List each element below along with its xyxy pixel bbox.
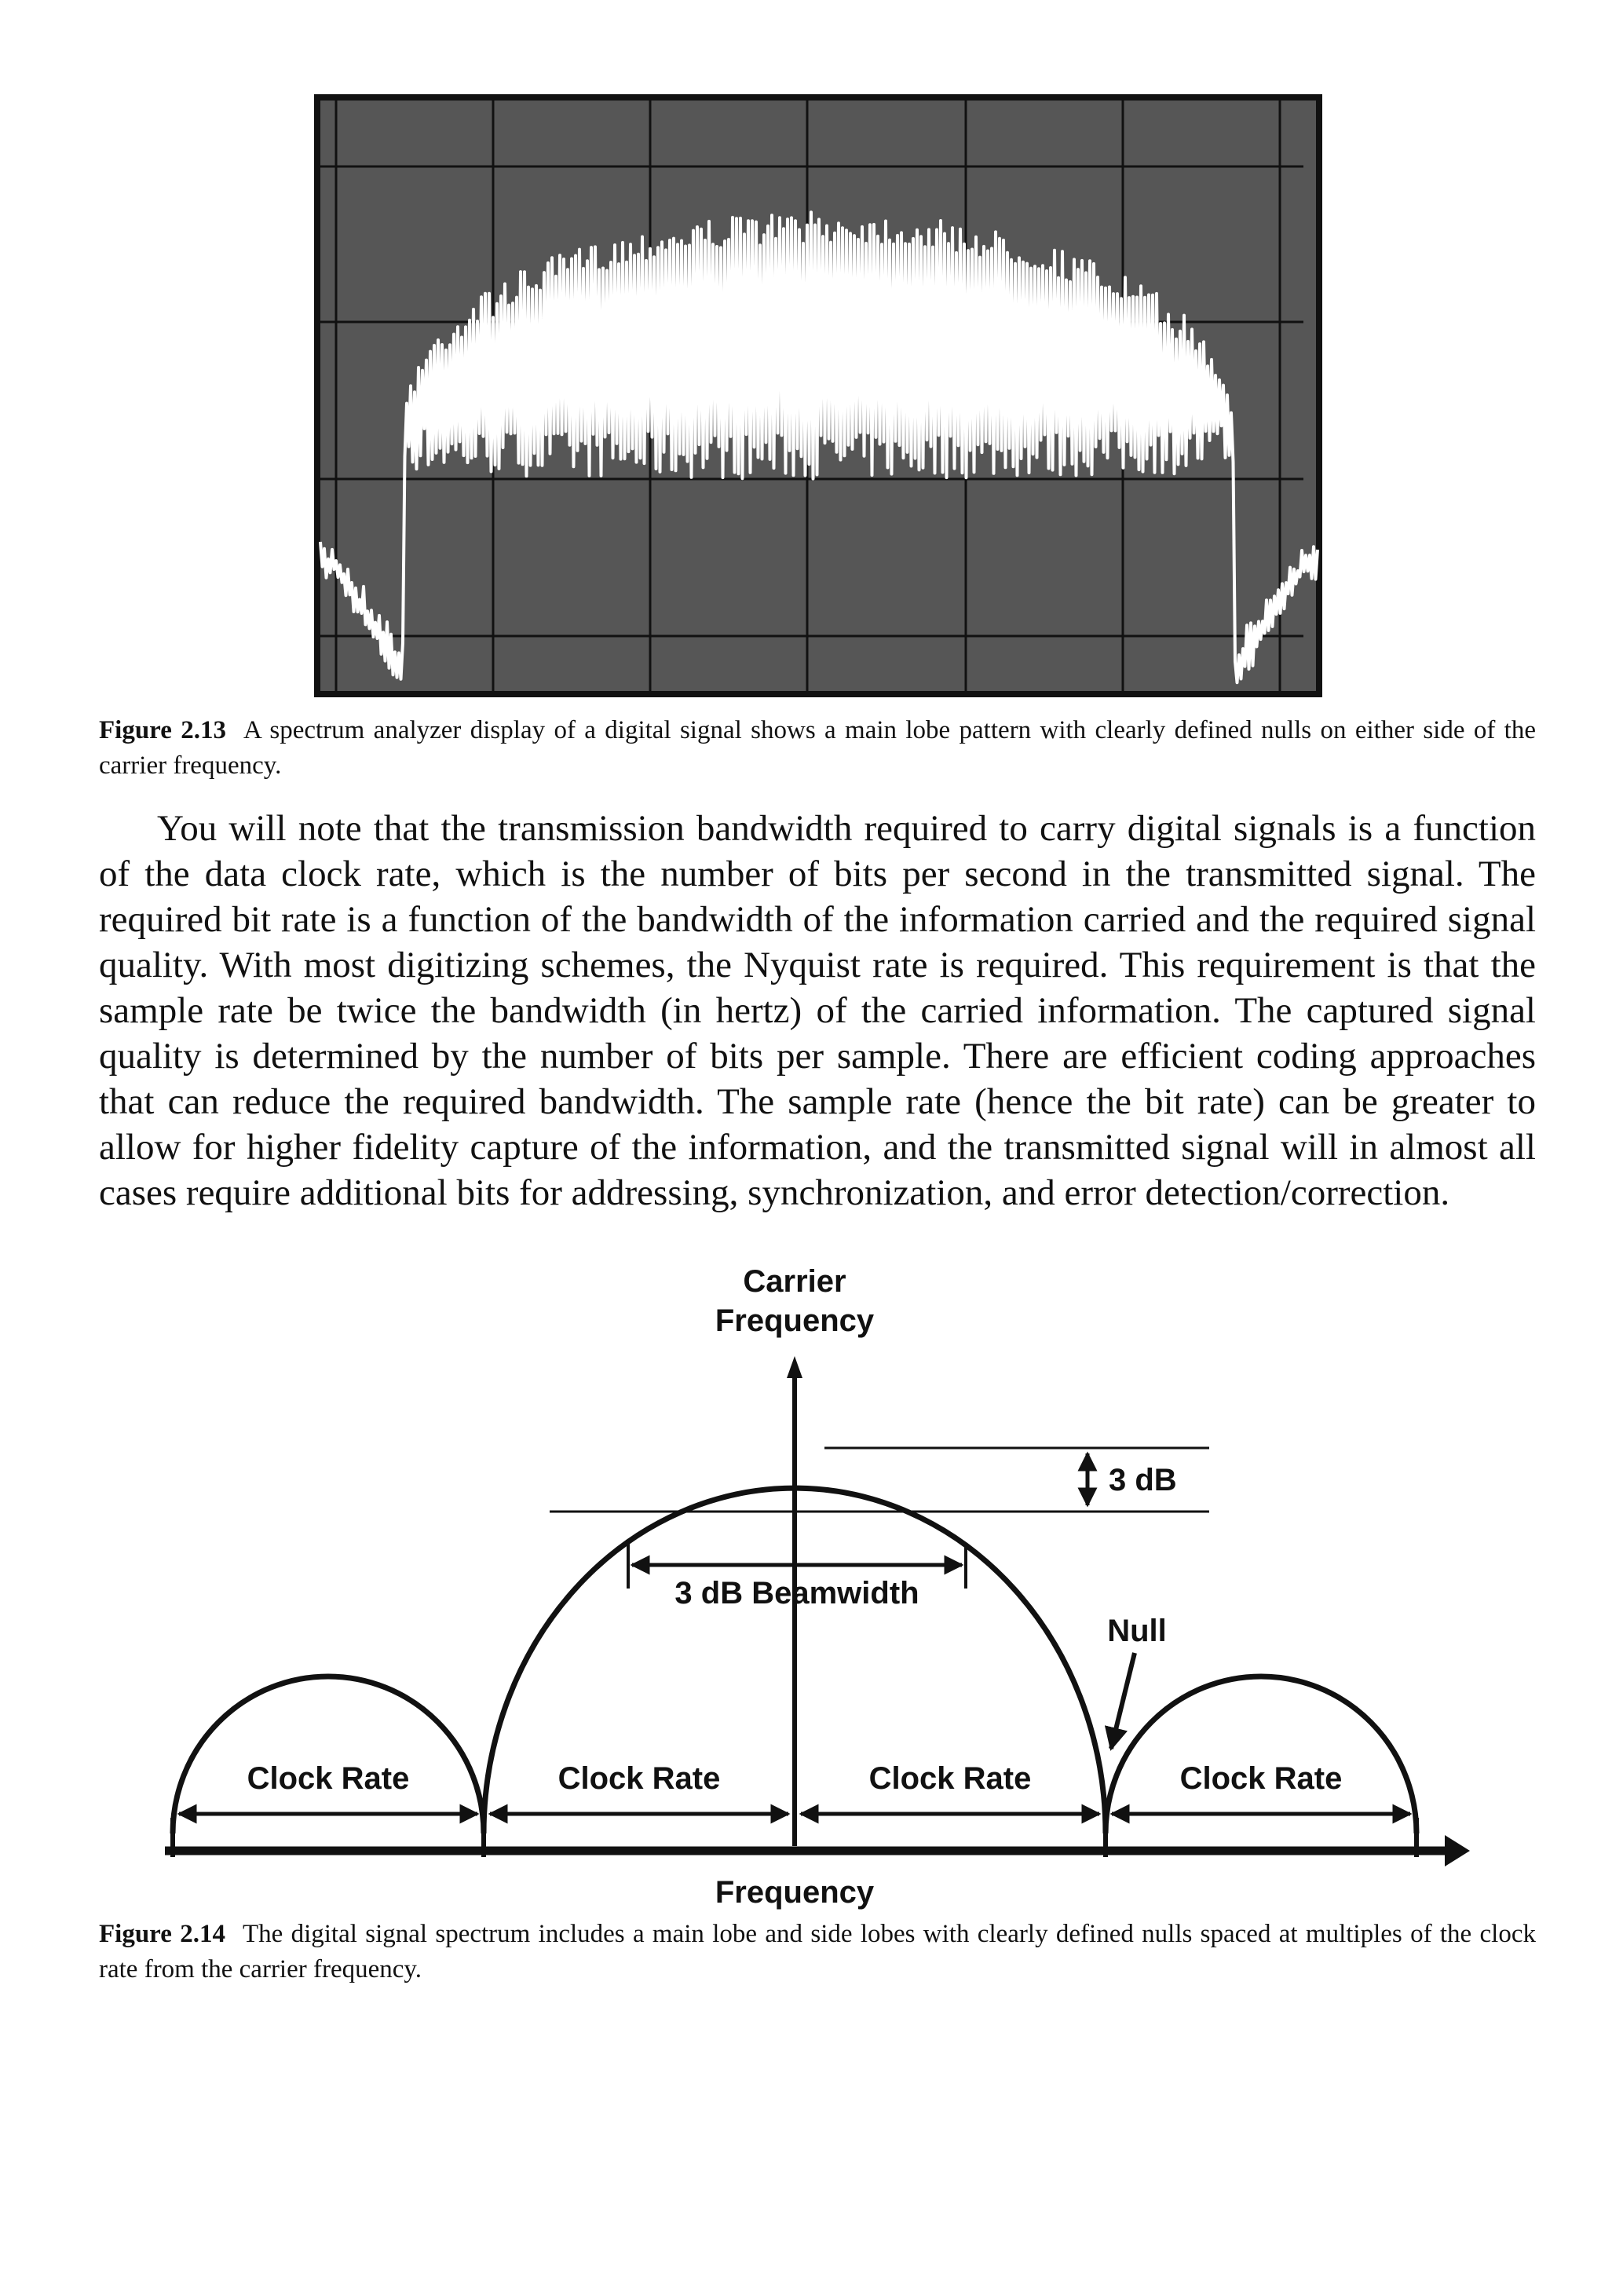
- figure-label: Figure 2.13: [99, 716, 226, 744]
- figure-label: Figure 2.14: [99, 1920, 225, 1948]
- clock-rate-label: Clock Rate: [1179, 1761, 1343, 1796]
- null-label: Null: [1107, 1614, 1167, 1648]
- beamwidth-label: 3 dB Beamwidth: [674, 1576, 919, 1610]
- left-side-lobe: [173, 1676, 484, 1834]
- spectrum-analyzer-display: [314, 94, 1324, 699]
- three-db-label: 3 dB: [1109, 1463, 1177, 1497]
- frequency-label: Frequency: [715, 1875, 875, 1910]
- caption-text: A spectrum analyzer display of a digital signal shows a main lobe pattern with clearly defined nulls on either side of the carrier frequency.: [99, 716, 1536, 780]
- clock-rate-label: Clock Rate: [868, 1761, 1032, 1796]
- figure-2-14-caption: [99, 1917, 1536, 1987]
- digital-spectrum-diagram: [118, 1268, 1484, 1912]
- figure-2-13-caption: [99, 713, 1536, 784]
- caption-text: The digital signal spectrum includes a main lobe and side lobes with clearly defined nulls spaced at multiples of the clock rate from the carrier frequency.: [99, 1920, 1536, 1983]
- carrier-axis-arrowhead: [787, 1356, 802, 1378]
- right-side-lobe: [1106, 1676, 1416, 1834]
- carrier-label-line1: Carrier: [743, 1268, 846, 1299]
- clock-rate-label: Clock Rate: [557, 1761, 721, 1796]
- null-pointer-arrow: [1111, 1653, 1135, 1749]
- clock-rate-label: Clock Rate: [247, 1761, 410, 1796]
- frequency-axis-arrowhead: [1445, 1835, 1470, 1866]
- body-paragraph: You will note that the transmission bandwidth required to carry digital signals is a function of the data clock rate, which is the number of bits per second in the transmitted signal. The required bit rate is a function of the bandwidth of the information carried and the required signal quality. With most digitizing schemes, the Nyquist rate is required. This requirement is that the sample rate be twice the bandwidth (in hertz) of the carried information. The captured signal quality is determined by the number of bits per sample. There are efficient coding approaches that can reduce the required bandwidth. The sample rate (hence the bit rate) can be greater to allow for higher fidelity capture of the information, and the transmitted signal will in almost all cases require additional bits for addressing, synchronization, and error detection/correction.: [99, 808, 1536, 1213]
- carrier-label-line2: Frequency: [715, 1303, 875, 1338]
